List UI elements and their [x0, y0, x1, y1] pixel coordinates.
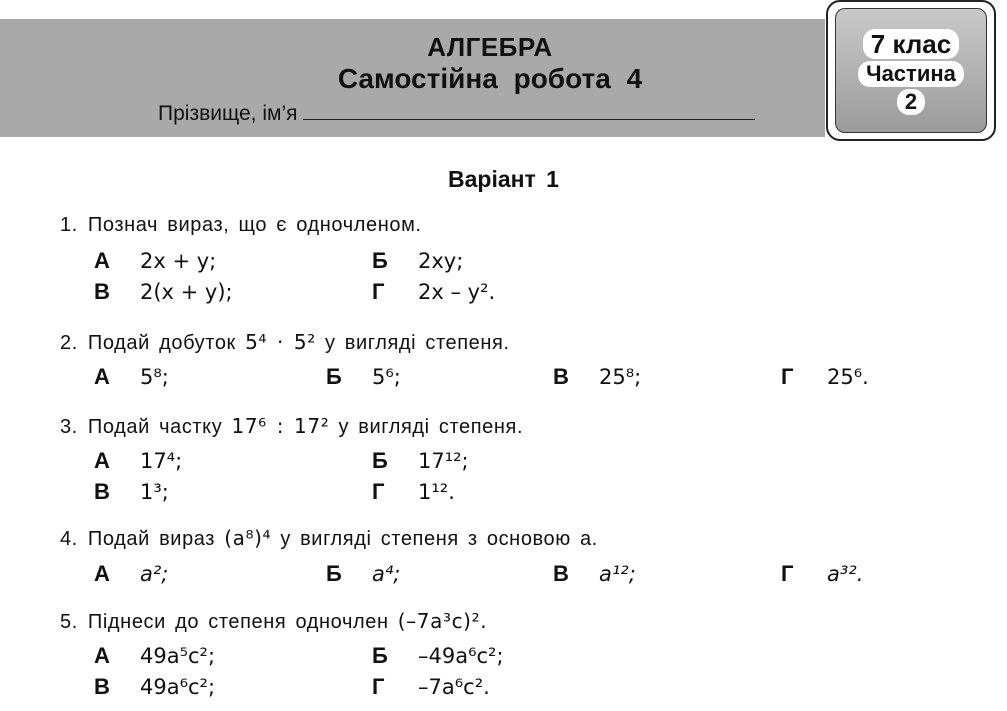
- option-b: [326, 364, 401, 390]
- option-b: [372, 248, 463, 274]
- option-value: –7a⁶c².: [418, 675, 490, 699]
- option-value: a²;: [140, 562, 169, 586]
- option-value: 2(x + y);: [140, 280, 233, 304]
- option-letter: Б: [326, 561, 342, 586]
- option-v: [94, 479, 169, 505]
- question-number: 2.: [60, 332, 78, 354]
- option-letter: Б: [372, 248, 388, 273]
- question-number: 5.: [60, 611, 78, 633]
- part-label: Частина: [858, 61, 964, 87]
- option-g: [781, 561, 863, 587]
- work-title: Самостійна робота 4: [337, 63, 643, 94]
- option-a: [94, 561, 168, 587]
- option-value: a¹²;: [599, 562, 636, 586]
- question-2: [60, 330, 510, 355]
- option-letter: А: [94, 248, 110, 273]
- option-value: 2x – y².: [418, 280, 496, 304]
- option-value: –49a⁶c²;: [418, 644, 504, 668]
- option-value: 49a⁶c²;: [140, 675, 216, 699]
- option-g: [372, 479, 455, 505]
- question-3: [60, 414, 523, 439]
- option-value: 49a⁵c²;: [140, 644, 216, 668]
- question-text: Познач вираз, що є одночленом.: [87, 214, 422, 236]
- question-text-before: Піднеси до степеня одночлен: [87, 611, 389, 633]
- option-letter: А: [94, 448, 110, 473]
- option-value: 17¹²;: [418, 449, 469, 473]
- name-label: Прізвище, ім’я: [158, 102, 298, 125]
- option-letter: Б: [372, 643, 388, 668]
- question-text-before: Подай частку: [87, 416, 223, 438]
- option-value: a³².: [827, 562, 864, 586]
- option-v: [553, 364, 641, 390]
- option-value: 5⁸;: [140, 365, 169, 389]
- name-field-line: [158, 101, 755, 126]
- option-a: [94, 448, 182, 474]
- option-value: a⁴;: [372, 562, 401, 586]
- option-value: 25⁶.: [827, 365, 869, 389]
- question-expression: 5⁴ · 5²: [245, 330, 316, 354]
- option-letter: В: [94, 479, 110, 504]
- option-a: [94, 643, 215, 669]
- option-letter: Б: [326, 364, 342, 389]
- option-value: 1³;: [140, 480, 169, 504]
- option-a: [94, 364, 169, 390]
- option-letter: Г: [781, 364, 794, 389]
- option-value: 17⁴;: [140, 449, 183, 473]
- option-v: [553, 561, 636, 587]
- option-v: [94, 674, 215, 700]
- question-text-before: Подай вираз: [87, 528, 216, 550]
- question-1: [60, 214, 422, 237]
- grade-box-inner: [835, 8, 987, 133]
- option-letter: В: [553, 561, 569, 586]
- question-number: 4.: [60, 528, 78, 550]
- grade-box: [826, 0, 996, 141]
- question-expression: (a⁸)⁴: [224, 526, 272, 550]
- subject-title: АЛГЕБРА: [427, 32, 553, 62]
- variant-heading: Варіант 1: [448, 166, 559, 192]
- option-letter: Г: [372, 479, 385, 504]
- option-v: [94, 279, 233, 305]
- option-letter: Г: [781, 561, 794, 586]
- option-letter: А: [94, 561, 110, 586]
- option-g: [781, 364, 869, 390]
- option-letter: А: [94, 643, 110, 668]
- option-letter: В: [94, 279, 110, 304]
- option-letter: В: [94, 674, 110, 699]
- question-expression: 17⁶ : 17²: [231, 414, 330, 438]
- question-text-after: у вигляді степеня.: [338, 416, 524, 438]
- option-value: 5⁶;: [372, 365, 401, 389]
- question-text-after: у вигляді степеня.: [325, 332, 510, 354]
- question-5: [60, 609, 487, 634]
- grade-label: 7 клас: [863, 29, 959, 59]
- option-letter: А: [94, 364, 110, 389]
- option-g: [372, 279, 495, 305]
- option-value: 25⁸;: [599, 365, 642, 389]
- question-4: [60, 526, 598, 551]
- option-value: 2x + y;: [140, 249, 217, 273]
- option-b: [372, 643, 504, 669]
- option-letter: Г: [372, 279, 385, 304]
- option-value: 2xy;: [418, 249, 464, 273]
- option-letter: В: [553, 364, 569, 389]
- question-text-before: Подай добуток: [87, 332, 236, 354]
- question-number: 1.: [60, 214, 78, 236]
- question-text-after: у вигляді степеня з основою a.: [280, 528, 598, 550]
- question-expression: (–7a³c)².: [397, 609, 488, 633]
- option-b: [326, 561, 400, 587]
- option-value: 1¹².: [418, 480, 455, 504]
- part-number: 2: [897, 89, 925, 115]
- option-letter: Г: [372, 674, 385, 699]
- option-letter: Б: [372, 448, 388, 473]
- name-blank: [303, 101, 755, 120]
- option-a: [94, 248, 216, 274]
- option-b: [372, 448, 469, 474]
- question-number: 3.: [60, 416, 78, 438]
- option-g: [372, 674, 490, 700]
